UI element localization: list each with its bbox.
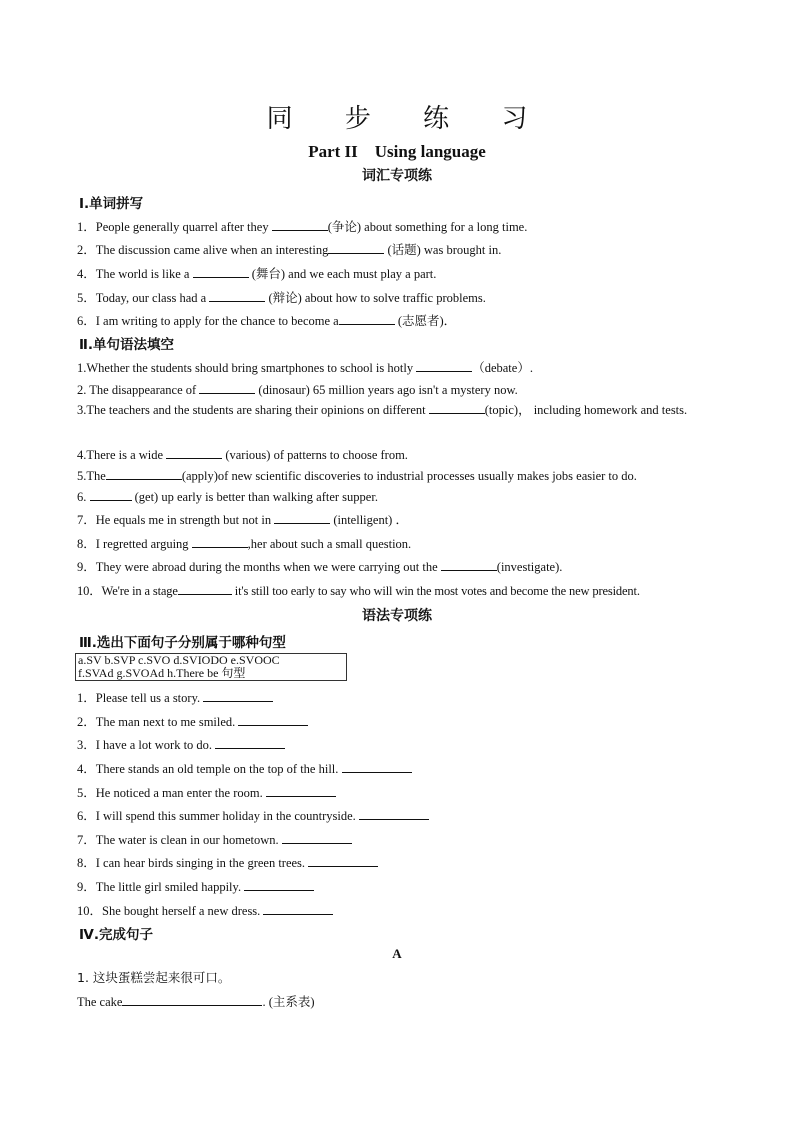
section3-item: 7．The water is clean in our hometown. [77,830,352,848]
answer-blank[interactable] [244,878,314,891]
answer-blank[interactable] [90,488,132,501]
section2-heading: Ⅱ.单句语法填空 [79,337,175,353]
answer-blank[interactable] [429,401,485,414]
section2-item: 2. The disappearance of (dinosaur) 65 million years ago isn't a mystery now. [77,383,518,397]
answer-blank[interactable] [359,807,429,820]
answer-blank[interactable] [328,241,384,254]
section2-item: 8．I regretted arguing ,her about such a small question. [77,537,412,551]
section3-item: 4．There stands an old temple on the top of the hill. [77,759,412,777]
section1-item: 5．Today, our class had a (辩论) about how to solve traffic problems. [77,291,486,305]
answer-blank[interactable] [193,265,249,278]
answer-blank[interactable] [266,784,336,797]
vocab-heading: 词汇专项练 [362,168,432,184]
answer-blank[interactable] [308,854,378,867]
section2-item: 9．They were abroad during the months when we were carrying out the (investigate). [77,560,563,574]
section3-item: 9．The little girl smiled happily. [77,877,314,895]
section2-item: 10．We're in a stage it's still too early to say who will win the most votes and become the new president. [77,584,640,598]
answer-blank[interactable] [282,831,352,844]
section4-question-cn: 1. 这块蛋糕尝起来很可口。 [77,970,231,985]
page-subtitle: Part II Using language [308,142,486,161]
subsection-label: A [392,946,402,961]
section1-item: 6．I am writing to apply for the chance to become a (志愿者)． [77,314,457,328]
answer-blank[interactable] [339,312,395,325]
options-line-1: a.SV b.SVP c.SVO d.SVIODO e.SVOOC [78,653,280,667]
section3-item: 5．He noticed a man enter the room. [77,783,336,801]
section3-item: 2．The man next to me smiled. [77,712,308,730]
page-title: 同 步 练 习 [266,104,550,134]
section1-item: 1．People generally quarrel after they (争论) about something for a long time. [77,220,528,234]
section4-item: The cake . (主系表) [77,995,315,1009]
section3-item: 6．I will spend this summer holiday in the countryside. [77,806,429,824]
section2-item: 1.Whether the students should bring smartphones to school is hotly （debate）. [77,361,533,375]
answer-blank[interactable] [215,736,285,749]
answer-blank[interactable] [122,993,262,1006]
answer-blank[interactable] [106,467,182,480]
section2-item: 7．He equals me in strength but not in (intelligent) ． [77,513,408,527]
section2-item: 6. (get) up early is better than walking after supper. [77,490,378,504]
sentence-pattern-options [75,653,347,681]
section1-item: 2．The discussion came alive when an interesting (话题) was brought in. [77,243,502,257]
section4-heading: Ⅳ.完成句子 [79,927,153,943]
section2-item: 5.The (apply)of new scientific discoveries to industrial processes usually makes jobs easier to do. [77,469,637,483]
section2-item: 4.There is a wide (various) of patterns to choose from. [77,448,408,462]
section1-item: 4．The world is like a (舞台) and we each must play a part. [77,267,437,281]
answer-blank[interactable] [238,713,308,726]
answer-blank[interactable] [441,558,497,571]
section3-item: 10．She bought herself a new dress. [77,901,333,919]
answer-blank[interactable] [274,511,330,524]
answer-blank[interactable] [166,446,222,459]
section1-heading: Ⅰ.单词拼写 [79,196,144,212]
answer-blank[interactable] [178,582,232,595]
answer-blank[interactable] [199,381,255,394]
section3-item: 3．I have a lot work to do. [77,735,285,753]
answer-blank[interactable] [209,289,265,302]
answer-blank[interactable] [342,760,412,773]
answer-blank[interactable] [203,689,273,702]
answer-blank[interactable] [263,902,333,915]
answer-blank[interactable] [416,359,472,372]
grammar-heading: 语法专项练 [362,608,432,624]
section3-item: 8．I can hear birds singing in the green trees. [77,853,378,871]
section2-item: 3.The teachers and the students are sharing their opinions on different (topic)， including homework and tests. [77,403,688,417]
section3-heading: Ⅲ.选出下面句子分别属于哪种句型 [79,635,286,651]
answer-blank[interactable] [192,535,248,548]
answer-blank[interactable] [272,218,328,231]
options-line-2: f.SVAd g.SVOAd h.There be 句型 [78,666,246,680]
section3-item: 1．Please tell us a story. [77,688,273,706]
